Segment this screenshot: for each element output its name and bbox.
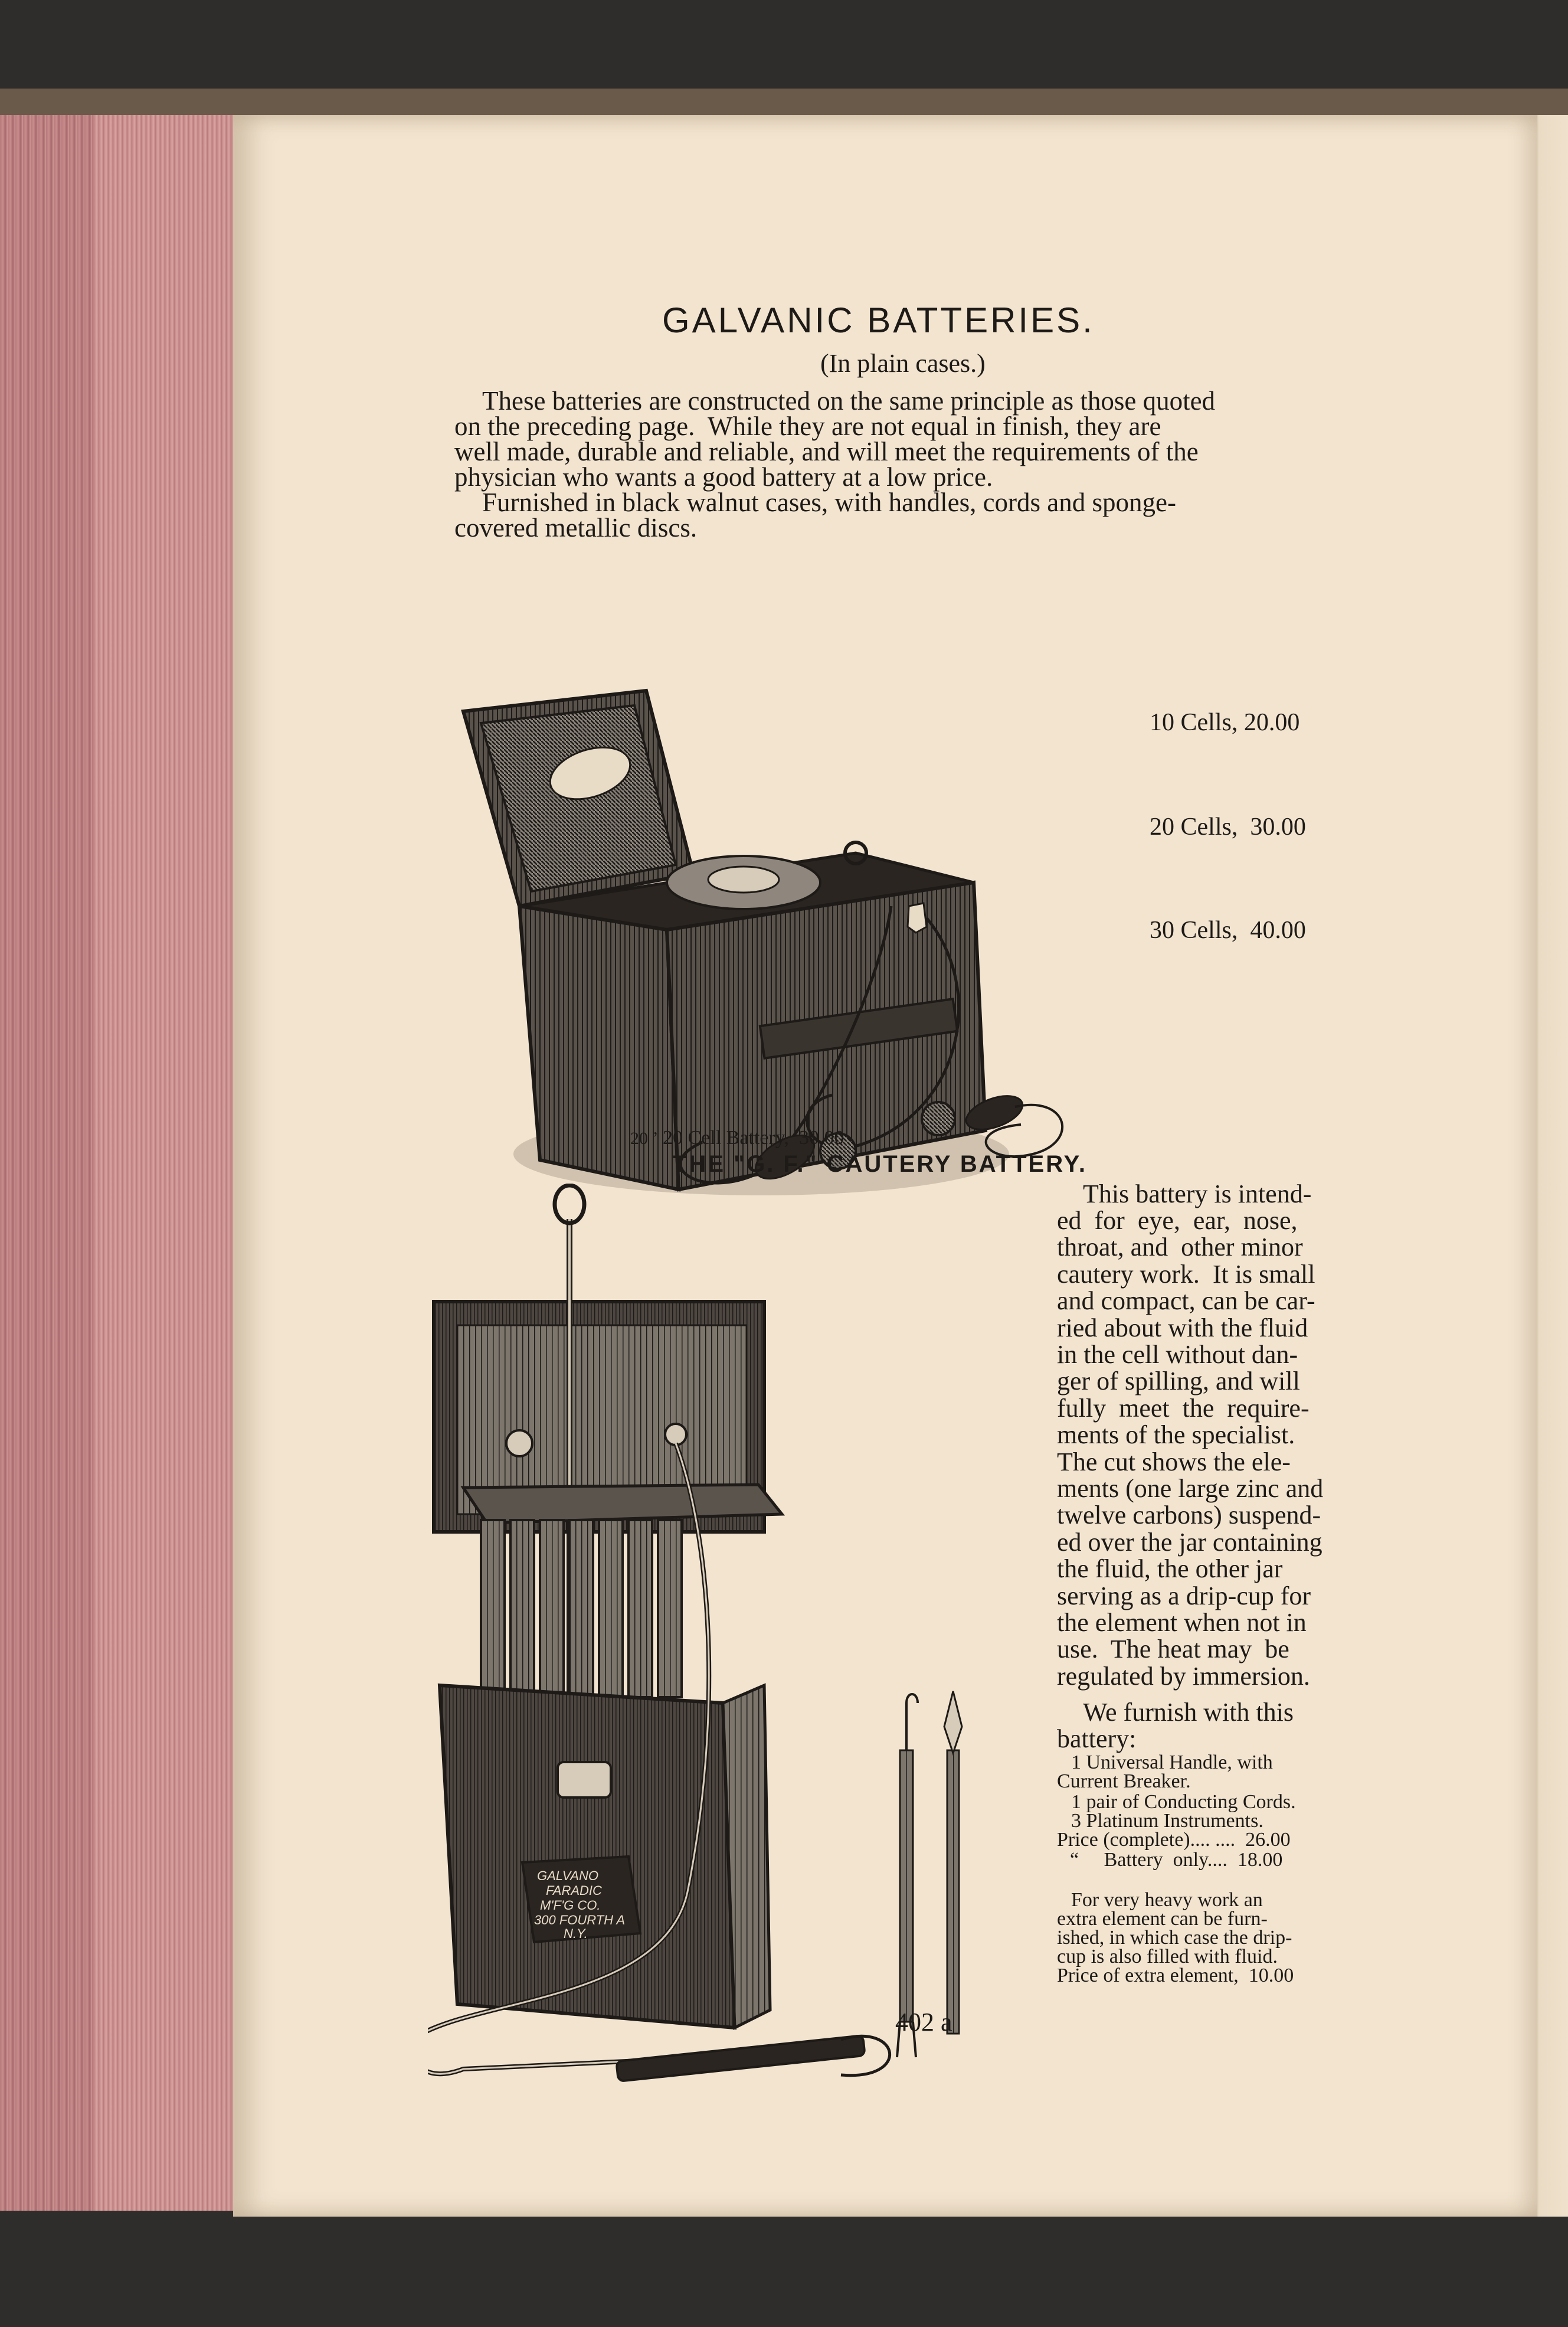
page-number: 402 a: [895, 2008, 952, 2037]
intro-line: covered metallic discs.: [454, 513, 698, 542]
extra-line: ished, in which case the drip-: [1057, 1927, 1292, 1949]
desc-line: The cut shows the ele-: [1057, 1447, 1291, 1476]
desc-line: ed over the jar containing: [1057, 1528, 1323, 1557]
plate-label-line: FARADIC: [546, 1883, 602, 1898]
desc-line: and compact, can be car-: [1057, 1286, 1315, 1315]
furnish-line: battery:: [1057, 1724, 1137, 1753]
plate-label-line: M'F'G CO.: [540, 1898, 601, 1913]
plate-label-line: GALVANO: [537, 1868, 598, 1883]
catalog-page: [233, 115, 1537, 2217]
plate-label-line: N.Y.: [564, 1926, 588, 1941]
desc-line: serving as a drip-cup for: [1057, 1581, 1311, 1610]
item-line: 1 Universal Handle, with: [1071, 1751, 1273, 1773]
desc-line: ments (one large zinc and: [1057, 1474, 1324, 1503]
item-line: 3 Platinum Instruments.: [1071, 1810, 1263, 1832]
extra-line: For very heavy work an: [1071, 1889, 1263, 1911]
item-line: 1 pair of Conducting Cords.: [1071, 1791, 1296, 1813]
desc-line: ed for eye, ear, nose,: [1057, 1206, 1298, 1235]
page-title: GALVANIC BATTERIES.: [662, 300, 1095, 340]
page-stack-inner: [94, 115, 236, 2211]
price-30-cells: 30 Cells, 40.00: [1150, 917, 1306, 944]
desc-line: regulated by immersion.: [1057, 1662, 1310, 1691]
desc-line: cautery work. It is small: [1057, 1260, 1315, 1289]
desc-line: fully meet the require-: [1057, 1394, 1310, 1423]
item-line: Current Breaker.: [1057, 1770, 1191, 1792]
cautery-battery-heading: THE "G. F." CAUTERY BATTERY.: [673, 1151, 1087, 1177]
price-10-cells: 10 Cells, 20.00: [1150, 709, 1300, 736]
desc-line: twelve carbons) suspend-: [1057, 1501, 1321, 1529]
extra-line: cup is also filled with fluid.: [1057, 1946, 1278, 1968]
desc-line: throat, and other minor: [1057, 1233, 1303, 1261]
desc-line: ried about with the fluid: [1057, 1313, 1308, 1342]
item-line: “ Battery only.... 18.00: [1070, 1849, 1283, 1871]
desc-line: ments of the specialist.: [1057, 1420, 1295, 1449]
extra-line: Price of extra element, 10.00: [1057, 1965, 1294, 1986]
page-stack-edge: [0, 115, 236, 2211]
intro-line: Furnished in black walnut cases, with handles, cords and sponge-: [482, 488, 1176, 517]
item-line: Price (complete).... .... 26.00: [1057, 1829, 1291, 1851]
page-subtitle: (In plain cases.): [820, 349, 986, 378]
desc-line: This battery is intend-: [1083, 1179, 1312, 1208]
desc-line: the element when not in: [1057, 1608, 1307, 1637]
intro-line: well made, durable and reliable, and will meet the requirements of the: [454, 437, 1199, 466]
plate-label-line: 300 FOURTH A: [534, 1913, 626, 1927]
figure-caption: 20 ʼ 20 Cell Battery, 30.00: [630, 1127, 844, 1149]
price-20-cells: 20 Cells, 30.00: [1150, 813, 1306, 841]
intro-line: physician who wants a good battery at a low price.: [454, 462, 993, 492]
desc-line: the fluid, the other jar: [1057, 1554, 1283, 1583]
desc-line: use. The heat may be: [1057, 1635, 1289, 1663]
extra-line: extra element can be furn-: [1057, 1908, 1268, 1930]
desc-line: ger of spilling, and will: [1057, 1367, 1300, 1395]
desc-line: in the cell without dan-: [1057, 1340, 1298, 1369]
furnish-line: We furnish with this: [1083, 1698, 1294, 1727]
intro-line: on the preceding page. While they are not equal in finish, they are: [454, 411, 1161, 441]
cautery-battery-illustration: [428, 1184, 1018, 2128]
intro-line: These batteries are constructed on the same principle as those quoted: [482, 386, 1216, 416]
